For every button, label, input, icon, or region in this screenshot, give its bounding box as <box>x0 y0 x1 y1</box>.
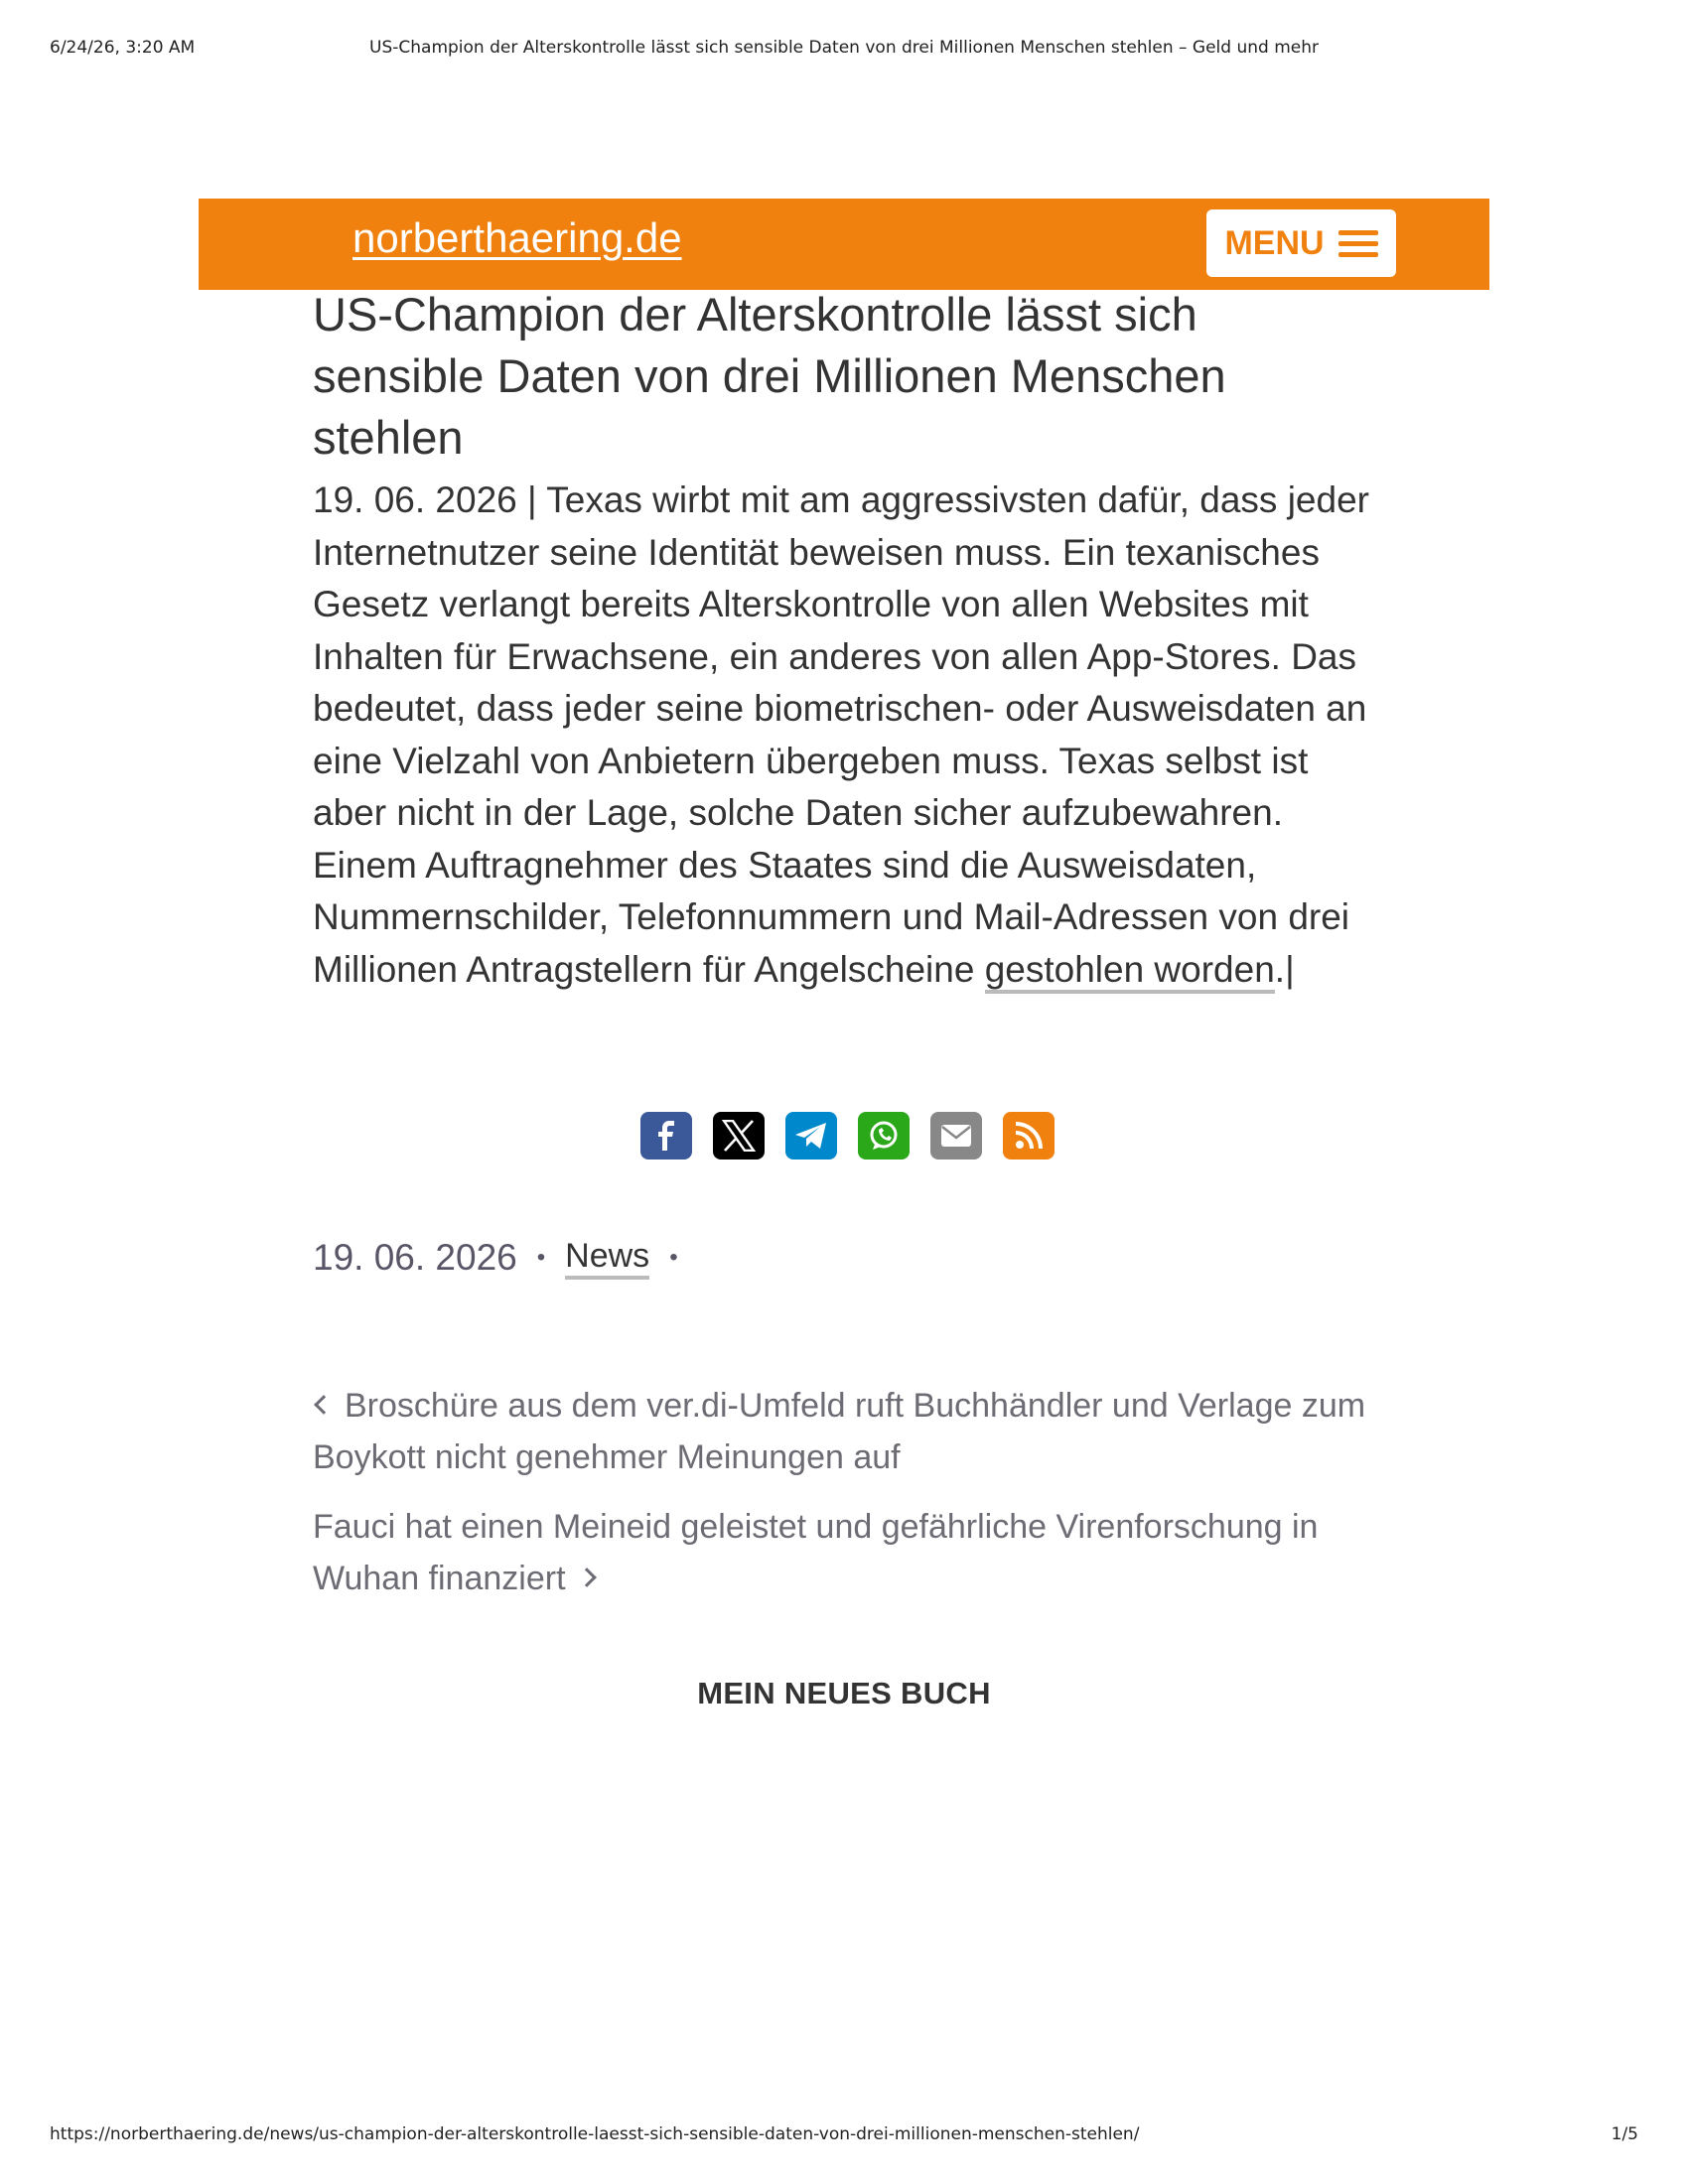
print-datetime: 6/24/26, 3:20 AM <box>50 38 196 58</box>
hamburger-icon <box>1338 229 1378 257</box>
article-body-end: .| <box>1274 948 1295 990</box>
share-buttons <box>640 1112 1055 1160</box>
article <box>313 284 1380 996</box>
article-title: US-Champion der Alterskontrolle lässt sich sensible Daten von drei Millionen Menschen stehlen <box>313 288 1226 464</box>
post-navigation <box>313 1380 1395 1604</box>
telegram-icon[interactable] <box>785 1112 837 1160</box>
print-url: https://norberthaering.de/news/us-champion-der-alterskontrolle-laesst-sich-sensible-daten-von-drei-millionen-menschen-stehlen/ <box>50 2124 1140 2144</box>
facebook-icon[interactable] <box>640 1112 692 1160</box>
site-logo-link[interactable]: norberthaering.de <box>352 214 682 261</box>
source-link[interactable]: gestohlen worden <box>985 949 1275 994</box>
print-page-number: 1/5 <box>1611 2124 1638 2144</box>
article-body-text: 19. 06. 2026 | Texas wirbt mit am aggressivsten dafür, dass jeder Internetnutzer seine Identität beweisen muss. Ein texanisches Gesetz verlangt bereits Alterskontrolle von allen Websites mit Inhalten für Erwachsene, ein anderes von allen App-Stores. Das bedeutet, dass jeder seine biometrischen- oder Ausweisdaten an eine Vielzahl von Anbietern übergeben muss. Texas selbst ist aber nicht in der Lage, solche Daten sicher aufzubewahren. Einem Auftragnehmer des Staates sind die Ausweisdaten, Nummernschilder, Telefonnummern und Mail-Adressen von drei Millionen Antragstellern für Angelscheine <box>313 479 1369 990</box>
next-post-title: Fauci hat einen Meineid geleistet und gefährliche Virenforschung in Wuhan finanziert <box>313 1508 1319 1597</box>
post-meta <box>313 1236 698 1280</box>
menu-button[interactable] <box>1206 209 1396 277</box>
meta-separator: • <box>536 1244 546 1271</box>
print-document-title: US-Champion der Alterskontrolle lässt sich sensible Daten von drei Millionen Menschen stehlen – Geld und mehr <box>369 38 1319 58</box>
site-header <box>199 199 1489 290</box>
chevron-right-icon <box>577 1568 597 1587</box>
next-post-link[interactable] <box>313 1501 1395 1604</box>
menu-label: MENU <box>1224 223 1325 262</box>
previous-post-link[interactable] <box>313 1380 1395 1483</box>
rss-icon[interactable] <box>1003 1112 1055 1160</box>
chevron-left-icon <box>314 1395 334 1415</box>
print-header <box>50 38 1638 62</box>
category-link-news[interactable]: News <box>565 1236 649 1280</box>
print-footer <box>50 2124 1638 2148</box>
post-date: 19. 06. 2026 <box>313 1237 517 1278</box>
x-icon[interactable] <box>713 1112 765 1160</box>
previous-post-title: Broschüre aus dem ver.di-Umfeld ruft Buchhändler und Verlage zum Boykott nicht genehmer Meinungen auf <box>313 1387 1366 1476</box>
whatsapp-icon[interactable] <box>858 1112 910 1160</box>
email-icon[interactable] <box>930 1112 982 1160</box>
widget-title: MEIN NEUES BUCH <box>697 1676 991 1710</box>
article-body <box>313 475 1380 996</box>
meta-separator-end: • <box>669 1244 678 1271</box>
